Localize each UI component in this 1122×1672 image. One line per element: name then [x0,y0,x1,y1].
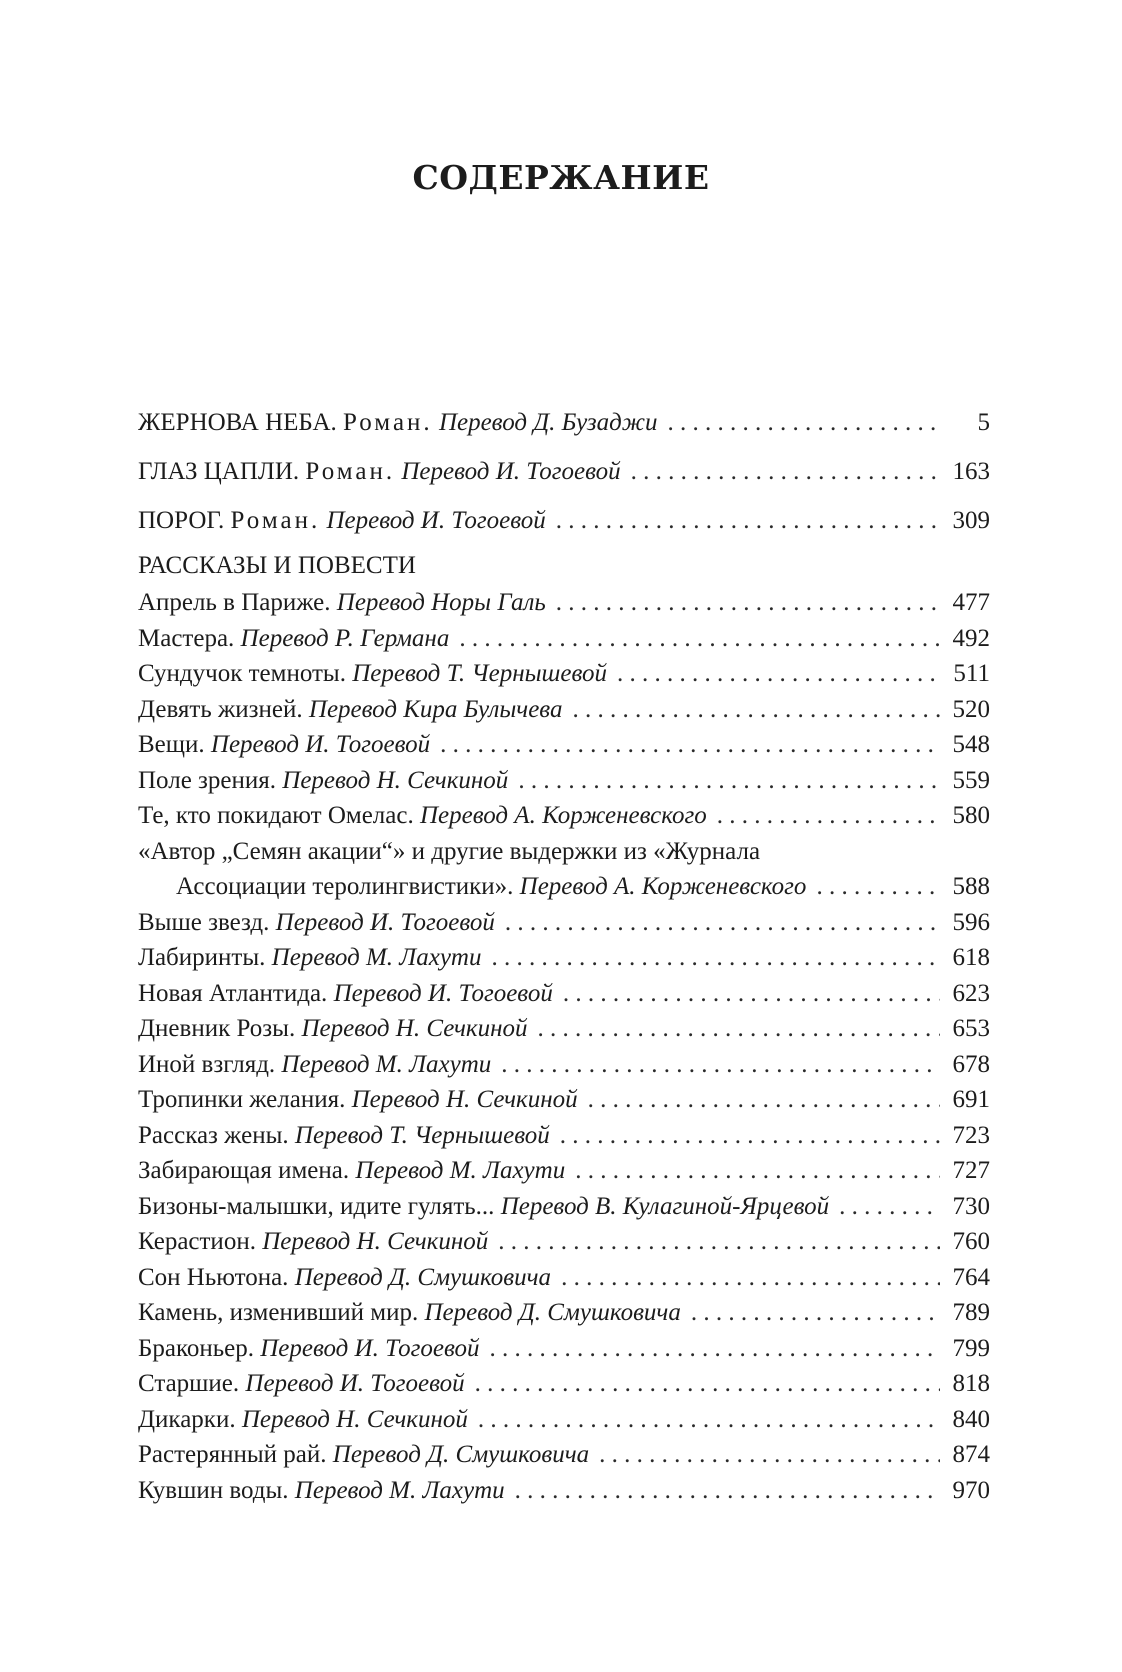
entry-translator: Перевод И. Тогоевой [260,1334,480,1362]
toc-entry [138,1082,990,1118]
toc-entry [138,1295,990,1331]
page-number: 970 [952,1476,990,1504]
entry-translator: Перевод Норы Галь [336,589,546,616]
entry-translator: Перевод И. Тогоевой [326,507,546,534]
entry-translator: Перевод Н. Сечкиной [282,766,509,794]
toc-entry-novel [138,398,990,447]
page-number: 511 [953,660,990,687]
toc-entry [138,621,990,657]
page-title: СОДЕРЖАНИЕ [412,158,710,197]
entry-title: Керастион. [138,1228,256,1255]
leader-dots [575,1153,940,1189]
entry-title: ЖЕРНОВА НЕБА. [138,409,337,436]
entry-translator: Перевод М. Лахути [281,1050,492,1078]
entry-title: Дикарки. [138,1405,236,1433]
leader-dots [617,656,940,692]
page-number: 799 [952,1334,990,1362]
leader-dots [839,1189,940,1225]
toc-entry [138,727,990,763]
entry-translator: Перевод Т. Чернышевой [352,660,608,687]
toc-list [138,398,990,1508]
page-number: 727 [952,1157,990,1184]
toc-entry [138,1153,990,1189]
entry-translator: Перевод И. Тогоевой [401,458,621,485]
entry-title: Поле зрения. [138,766,277,794]
page-number: 691 [952,1086,990,1113]
toc-entry [138,1224,990,1260]
toc-entry [138,1366,990,1402]
entry-title: Вещи. [138,731,205,758]
page-number: 653 [952,1015,990,1042]
entry-title: ГЛАЗ ЦАПЛИ. [138,458,300,485]
toc-entry [138,1473,990,1509]
page-number: 618 [952,944,990,971]
leader-dots [717,798,940,834]
leader-dots [515,1473,940,1509]
entry-title: Девять жизней. [138,695,303,723]
entry-kind: Роман. [305,458,396,485]
toc-entry [138,585,990,621]
page-number: 548 [952,731,990,758]
leader-dots [491,940,940,976]
entry-title: Те, кто покидают Омелас. [138,802,414,829]
leader-dots [537,1011,940,1047]
page-number: 678 [952,1050,990,1078]
leader-dots [561,1260,940,1296]
entry-title: Сундучок темноты. [138,660,346,687]
toc-entry-novel [138,496,990,545]
toc-entry [138,656,990,692]
leader-dots [563,976,940,1012]
entry-translator: Перевод Д. Смушковича [332,1441,590,1468]
entry-translator: Перевод В. Кулагиной-Ярцевой [500,1192,830,1220]
leader-dots [691,1295,940,1331]
entry-title: Дневник Розы. [138,1015,296,1042]
toc-entry [138,976,990,1012]
entry-translator: Перевод И. Тогоевой [333,979,553,1007]
page-number: 760 [952,1228,990,1255]
leader-dots [668,398,940,447]
page-number: 730 [952,1192,990,1220]
page-number: 477 [952,589,990,616]
page-number: 723 [952,1121,990,1149]
leader-dots [505,905,940,941]
toc-entry [138,940,990,976]
leader-dots [459,621,940,657]
toc-entry [138,1118,990,1154]
leader-dots [556,585,940,621]
entry-kind: Роман. [343,409,433,436]
entry-title: ПОРОГ. [138,507,225,534]
toc-entry [138,798,990,834]
entry-title: Кувшин воды. [138,1476,289,1504]
leader-dots [599,1437,940,1473]
entry-title: Мастера. [138,624,235,652]
entry-title: Растерянный рай. [138,1441,327,1468]
entry-translator: Перевод И. Тогоевой [210,731,431,758]
toc-entry [138,1437,990,1473]
entry-translator: Перевод М. Лахути [294,1476,505,1504]
entry-translator: Перевод И. Тогоевой [275,908,495,936]
page-number: 163 [952,458,990,485]
entry-translator: Перевод М. Лахути [355,1157,566,1184]
toc-entry [138,1011,990,1047]
entry-translator: Перевод А. Корженевского [419,802,707,829]
entry-translator: Перевод Н. Сечкиной [241,1405,468,1433]
page-number: 520 [952,695,990,723]
leader-dots [489,1331,940,1367]
leader-dots [440,727,940,763]
page-number: 764 [952,1263,990,1291]
entry-title: Лабиринты. [138,944,266,971]
leader-dots [478,1402,940,1438]
entry-title: Иной взгляд. [138,1050,276,1078]
page-number: 623 [952,979,990,1007]
toc-entry [138,763,990,799]
entry-title: Сон Ньютона. [138,1263,289,1291]
toc-entry [138,905,990,941]
leader-dots [501,1047,940,1083]
toc-entry [138,1189,990,1225]
page-number: 789 [952,1299,990,1326]
page-number: 874 [952,1441,990,1468]
entry-translator: Перевод Т. Чернышевой [294,1121,550,1149]
page-number: 5 [977,409,990,436]
page-number: 559 [952,766,990,794]
entry-title: Забирающая имена. [138,1157,350,1184]
entry-title: Выше звезд. [138,908,270,936]
toc-entry [138,1260,990,1296]
page-number: 818 [952,1370,990,1397]
entry-translator: Перевод Н. Сечкиной [301,1015,528,1042]
entry-title: Тропинки желания. [138,1086,346,1113]
page-number: 596 [952,908,990,936]
leader-dots [560,1118,940,1154]
page-number: 840 [952,1405,990,1433]
leader-dots [588,1082,940,1118]
toc-entry-long-line2: Ассоциации теролингвистики». Перевод А. Корженевского . . . 588 [138,869,990,905]
toc-entry [138,1402,990,1438]
entry-translator: Перевод Д. Смушковича [294,1263,552,1291]
entry-translator: Перевод И. Тогоевой [245,1370,465,1397]
entry-translator: Перевод Д. Смушковича [424,1299,681,1326]
toc-entry [138,1331,990,1367]
leader-dots [498,1224,940,1260]
entry-translator: Перевод Д. Бузаджи [438,409,658,436]
page-number: 588 [952,873,990,900]
toc-entry-long-line1: «Автор „Семян акации“» и другие выдержки из «Журнала [138,837,761,865]
entry-title: Камень, изменивший мир. [138,1299,419,1326]
leader-dots [518,763,940,799]
page-number: 580 [952,802,990,829]
entry-title: Новая Атлантида. [138,979,328,1007]
page-number: 492 [952,624,990,652]
leader-dots [631,447,940,496]
leader-dots [572,692,940,728]
leader-dots [556,496,940,545]
entry-title: Рассказ жены. [138,1121,289,1149]
toc-entry [138,692,990,728]
entry-kind: Роман. [230,507,321,534]
entry-title: Старшие. [138,1370,240,1397]
toc-entry [138,1047,990,1083]
leader-dots [816,869,940,905]
leader-dots [475,1366,940,1402]
entry-title: Апрель в Париже. [138,589,331,616]
page-number: 309 [952,507,990,534]
section-heading: РАССКАЗЫ И ПОВЕСТИ [138,552,416,579]
entry-title: Браконьер. [138,1334,254,1362]
entry-translator: Перевод Н. Сечкиной [351,1086,578,1113]
entry-translator: Перевод Н. Сечкиной [262,1228,489,1255]
entry-translator: Перевод Р. Германа [240,624,450,652]
toc-entry-novel [138,447,990,496]
entry-translator: Перевод М. Лахути [271,944,482,971]
entry-translator: Перевод Кира Булычева [308,695,563,723]
entry-title: Бизоны-малышки, идите гулять... [138,1192,495,1220]
